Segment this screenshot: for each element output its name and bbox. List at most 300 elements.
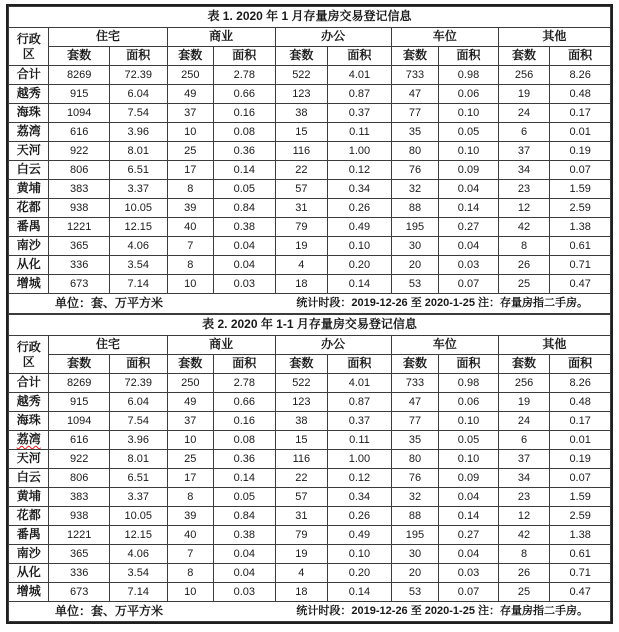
subheader-area: 面积 [109,355,167,374]
area-cell: 72.39 [109,374,167,393]
area-cell: 7.14 [109,583,167,602]
area-cell: 4.06 [109,545,167,564]
area-cell: 0.61 [550,237,611,256]
district-label: 番禺 [16,219,41,234]
table-1-body [9,66,611,294]
district-header-line1: 行政 [16,339,41,354]
area-cell: 0.06 [439,85,499,104]
table-1-footer [9,294,611,314]
area-cell: 1.38 [550,218,611,237]
units-cell: 42 [498,218,550,237]
area-cell: 0.26 [328,507,392,526]
subheader-area: 面积 [439,355,499,374]
units-cell: 8269 [49,374,110,393]
group-header-parking: 车位 [391,336,498,355]
units-cell: 250 [167,374,213,393]
area-cell: 8.26 [550,66,611,85]
table-row [9,85,611,104]
units-cell: 1094 [49,412,110,431]
table-row [9,469,611,488]
area-cell: 3.96 [109,123,167,142]
units-cell: 116 [275,450,328,469]
units-cell: 8269 [49,66,110,85]
units-cell: 80 [391,450,438,469]
group-header-parking: 车位 [391,28,498,47]
unit-note: 单位：套、万平方米 [55,295,164,310]
district-cell [9,374,49,393]
district-cell [9,104,49,123]
table-row [9,142,611,161]
table-row [9,123,611,142]
units-cell: 6 [498,431,550,450]
units-cell: 8 [167,564,213,583]
area-cell: 0.14 [214,161,276,180]
area-cell: 3.96 [109,431,167,450]
subheader-units: 套数 [275,47,328,66]
table-row [9,488,611,507]
area-cell: 2.59 [550,507,611,526]
units-cell: 32 [391,488,438,507]
footer-row [9,294,611,314]
table-row [9,218,611,237]
table-row [9,545,611,564]
document-frame [6,4,613,624]
district-label: 越秀 [16,86,41,101]
area-cell: 2.78 [214,66,276,85]
area-cell: 0.87 [328,393,392,412]
units-cell: 116 [275,142,328,161]
units-cell: 4 [275,256,328,275]
units-cell: 1221 [49,526,110,545]
units-cell: 26 [498,564,550,583]
units-cell: 37 [167,104,213,123]
district-cell [9,583,49,602]
district-label: 天河 [16,143,41,158]
subheader-area: 面积 [550,47,611,66]
area-cell: 1.00 [328,450,392,469]
area-cell: 4.06 [109,237,167,256]
area-cell: 0.04 [214,545,276,564]
units-cell: 10 [167,431,213,450]
subheader-units: 套数 [391,47,438,66]
area-cell: 0.14 [328,583,392,602]
district-label: 海珠 [16,413,41,428]
area-cell: 1.00 [328,142,392,161]
area-cell: 0.09 [439,469,499,488]
table-row [9,374,611,393]
subheader-units: 套数 [49,355,110,374]
subheader-area: 面积 [328,47,392,66]
area-cell: 0.14 [214,469,276,488]
district-header [9,336,49,374]
units-cell: 34 [498,469,550,488]
units-cell: 17 [167,161,213,180]
units-cell: 336 [49,256,110,275]
table-row [9,237,611,256]
units-cell: 336 [49,564,110,583]
units-cell: 88 [391,507,438,526]
area-cell: 0.84 [214,199,276,218]
units-cell: 37 [167,412,213,431]
period-note: 统计时段：2019-12-26 至 2020-1-25 注：存量房指二手房。 [296,297,588,310]
units-cell: 79 [275,218,328,237]
district-label: 海珠 [16,105,41,120]
area-cell: 0.20 [328,564,392,583]
area-cell: 0.10 [328,237,392,256]
area-cell: 0.17 [550,412,611,431]
area-cell: 0.49 [328,218,392,237]
units-cell: 57 [275,488,328,507]
table-row [9,526,611,545]
district-cell [9,393,49,412]
units-cell: 8 [167,256,213,275]
area-cell: 0.12 [328,161,392,180]
units-cell: 40 [167,218,213,237]
units-cell: 4 [275,564,328,583]
units-cell: 6 [498,123,550,142]
units-cell: 49 [167,393,213,412]
area-cell: 0.38 [214,218,276,237]
area-cell: 6.51 [109,161,167,180]
units-cell: 383 [49,488,110,507]
units-cell: 8 [498,545,550,564]
footer-row [9,602,611,622]
area-cell: 0.27 [439,218,499,237]
units-cell: 17 [167,469,213,488]
units-cell: 53 [391,583,438,602]
area-cell: 0.05 [439,431,499,450]
district-cell [9,142,49,161]
units-cell: 23 [498,488,550,507]
area-cell: 0.47 [550,583,611,602]
group-header-commercial: 商业 [167,28,275,47]
area-cell: 2.59 [550,199,611,218]
area-cell: 0.07 [550,469,611,488]
area-cell: 3.37 [109,180,167,199]
area-cell: 0.10 [328,545,392,564]
units-cell: 15 [275,123,328,142]
units-cell: 20 [391,564,438,583]
area-cell: 0.66 [214,85,276,104]
area-cell: 0.48 [550,85,611,104]
units-cell: 522 [275,66,328,85]
area-cell: 0.05 [214,488,276,507]
area-cell: 8.01 [109,142,167,161]
units-cell: 24 [498,412,550,431]
table-row [9,275,611,294]
area-cell: 3.37 [109,488,167,507]
units-cell: 806 [49,161,110,180]
area-cell: 4.01 [328,66,392,85]
area-cell: 0.05 [439,123,499,142]
area-cell: 0.38 [214,526,276,545]
units-cell: 88 [391,199,438,218]
district-label: 从化 [16,257,41,272]
units-cell: 30 [391,237,438,256]
area-cell: 0.48 [550,393,611,412]
units-cell: 365 [49,237,110,256]
area-cell: 0.34 [328,488,392,507]
units-cell: 7 [167,237,213,256]
footer-notes [9,605,610,619]
units-cell: 19 [275,545,328,564]
area-cell: 0.04 [439,237,499,256]
subheader-units: 套数 [167,47,213,66]
district-label: 合计 [16,375,41,390]
units-cell: 47 [391,393,438,412]
district-label: 番禺 [16,527,41,542]
area-cell: 7.54 [109,104,167,123]
units-cell: 938 [49,199,110,218]
district-header-line2: 区 [22,46,35,61]
area-cell: 6.04 [109,85,167,104]
area-cell: 0.10 [439,104,499,123]
district-label: 增城 [16,276,41,291]
area-cell: 0.61 [550,545,611,564]
unit-note: 单位：套、万平方米 [55,603,164,618]
table-row [9,180,611,199]
area-cell: 0.04 [439,180,499,199]
units-cell: 22 [275,161,328,180]
units-cell: 20 [391,256,438,275]
units-cell: 195 [391,526,438,545]
district-cell [9,564,49,583]
table-2-footer [9,602,611,622]
district-cell [9,85,49,104]
units-cell: 26 [498,256,550,275]
area-cell: 0.11 [328,123,392,142]
title-row [9,315,611,336]
area-cell: 0.17 [550,104,611,123]
area-cell: 7.14 [109,275,167,294]
units-cell: 77 [391,104,438,123]
area-cell: 6.51 [109,469,167,488]
units-cell: 256 [498,66,550,85]
units-cell: 365 [49,545,110,564]
units-cell: 616 [49,431,110,450]
units-cell: 922 [49,142,110,161]
group-header-row [9,28,611,47]
table-row [9,161,611,180]
group-header-commercial: 商业 [167,336,275,355]
district-header [9,28,49,66]
area-cell: 1.38 [550,526,611,545]
area-cell: 0.34 [328,180,392,199]
area-cell: 0.71 [550,256,611,275]
table-1 [8,6,611,314]
area-cell: 0.87 [328,85,392,104]
table-row [9,256,611,275]
units-cell: 76 [391,469,438,488]
area-cell: 0.19 [550,450,611,469]
area-cell: 0.04 [214,237,276,256]
units-cell: 25 [498,583,550,602]
area-cell: 2.78 [214,374,276,393]
units-cell: 123 [275,85,328,104]
area-cell: 0.27 [439,526,499,545]
area-cell: 0.08 [214,123,276,142]
area-cell: 0.16 [214,412,276,431]
units-cell: 19 [275,237,328,256]
area-cell: 0.04 [214,564,276,583]
area-cell: 0.07 [439,583,499,602]
units-cell: 35 [391,123,438,142]
table-1-title: 表 1. 2020 年 1 月存量房交易登记信息 [9,7,611,28]
units-cell: 80 [391,142,438,161]
subheader-area: 面积 [439,47,499,66]
units-cell: 383 [49,180,110,199]
group-header-other: 其他 [498,28,610,47]
district-cell [9,507,49,526]
table-2 [8,314,611,622]
area-cell: 0.49 [328,526,392,545]
units-cell: 733 [391,374,438,393]
area-cell: 0.19 [550,142,611,161]
units-cell: 38 [275,412,328,431]
units-cell: 47 [391,85,438,104]
area-cell: 0.14 [328,275,392,294]
units-cell: 25 [498,275,550,294]
units-cell: 8 [167,488,213,507]
area-cell: 1.59 [550,180,611,199]
table-row [9,450,611,469]
table-2-title: 表 2. 2020 年 1-1 月存量房交易登记信息 [9,315,611,336]
units-cell: 250 [167,66,213,85]
area-cell: 0.98 [439,374,499,393]
title-row [9,7,611,28]
group-header-residential: 住宅 [49,28,167,47]
area-cell: 0.01 [550,123,611,142]
units-cell: 38 [275,104,328,123]
area-cell: 7.54 [109,412,167,431]
district-label: 南沙 [16,238,41,253]
district-cell [9,412,49,431]
table-row [9,393,611,412]
area-cell: 4.01 [328,374,392,393]
district-cell [9,545,49,564]
district-label: 增城 [16,584,41,599]
area-cell: 0.37 [328,104,392,123]
district-cell [9,488,49,507]
area-cell: 0.84 [214,507,276,526]
table-row [9,583,611,602]
units-cell: 77 [391,412,438,431]
units-cell: 10 [167,123,213,142]
district-label: 从化 [16,565,41,580]
area-cell: 10.05 [109,507,167,526]
area-cell: 12.15 [109,526,167,545]
units-cell: 915 [49,85,110,104]
group-header-residential: 住宅 [49,336,167,355]
period-note: 统计时段：2019-12-26 至 2020-1-25 注：存量房指二手房。 [296,605,588,618]
units-cell: 42 [498,526,550,545]
district-label: 越秀 [16,394,41,409]
units-cell: 40 [167,526,213,545]
district-cell [9,237,49,256]
area-cell: 3.54 [109,564,167,583]
units-cell: 938 [49,507,110,526]
units-cell: 25 [167,450,213,469]
units-cell: 673 [49,583,110,602]
district-label: 花都 [16,200,41,215]
units-cell: 35 [391,431,438,450]
area-cell: 0.71 [550,564,611,583]
area-cell: 0.10 [439,142,499,161]
units-cell: 39 [167,507,213,526]
district-label: 天河 [16,451,41,466]
district-cell [9,469,49,488]
district-cell [9,526,49,545]
area-cell: 72.39 [109,66,167,85]
units-cell: 19 [498,393,550,412]
table-row [9,564,611,583]
area-cell: 0.98 [439,66,499,85]
subheader-units: 套数 [49,47,110,66]
subheader-units: 套数 [167,355,213,374]
units-cell: 733 [391,66,438,85]
area-cell: 6.04 [109,393,167,412]
district-header-line2: 区 [22,354,35,369]
district-cell [9,161,49,180]
district-cell [9,256,49,275]
units-cell: 25 [167,142,213,161]
units-cell: 31 [275,507,328,526]
area-cell: 10.05 [109,199,167,218]
units-cell: 8 [498,237,550,256]
district-cell [9,180,49,199]
district-cell [9,66,49,85]
area-cell: 8.01 [109,450,167,469]
units-cell: 22 [275,469,328,488]
area-cell: 0.04 [439,488,499,507]
district-cell [9,199,49,218]
area-cell: 0.12 [328,469,392,488]
area-cell: 0.10 [439,412,499,431]
district-label: 荔湾 [16,124,41,139]
units-cell: 79 [275,526,328,545]
district-header-line1: 行政 [16,31,41,46]
footer-notes [9,297,610,311]
area-cell: 8.26 [550,374,611,393]
units-cell: 10 [167,275,213,294]
area-cell: 0.09 [439,161,499,180]
table-row [9,431,611,450]
table-2-body [9,374,611,602]
district-cell [9,218,49,237]
group-header-office: 办公 [275,336,391,355]
group-header-office: 办公 [275,28,391,47]
area-cell: 0.14 [439,199,499,218]
district-label: 黄埔 [16,489,41,504]
area-cell: 1.59 [550,488,611,507]
units-cell: 12 [498,507,550,526]
units-cell: 31 [275,199,328,218]
units-cell: 10 [167,583,213,602]
units-cell: 616 [49,123,110,142]
group-header-row [9,336,611,355]
area-cell: 0.14 [439,507,499,526]
units-cell: 39 [167,199,213,218]
units-cell: 806 [49,469,110,488]
area-cell: 0.26 [328,199,392,218]
units-cell: 32 [391,180,438,199]
units-cell: 34 [498,161,550,180]
units-cell: 18 [275,583,328,602]
area-cell: 0.36 [214,450,276,469]
area-cell: 0.03 [214,275,276,294]
district-cell [9,123,49,142]
table-row [9,104,611,123]
